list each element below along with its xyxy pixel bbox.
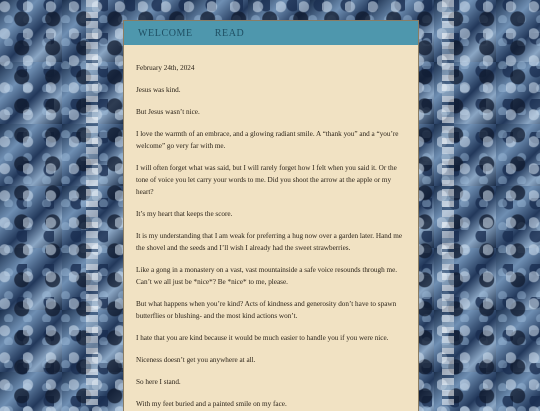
top-nav bbox=[124, 21, 418, 45]
content-card bbox=[124, 21, 418, 411]
paragraph: With my feet buried and a painted smile on my face. bbox=[136, 400, 287, 408]
paragraph: But Jesus wasn’t nice. bbox=[136, 108, 200, 116]
paragraph: Jesus was kind. bbox=[136, 86, 181, 94]
paragraph: I love the warmth of an embrace, and a glowing radiant smile. A “thank you” and a “you’re welcome” go very far with me. bbox=[136, 130, 399, 150]
post-body bbox=[124, 45, 418, 410]
paragraph: But what happens when you’re kind? Acts of kindness and generosity don’t have to spawn butterflies or blushing- and the most kind actions won’t. bbox=[136, 300, 397, 320]
paragraph: So here I stand. bbox=[136, 378, 181, 386]
nav-read-link[interactable]: READ bbox=[214, 27, 245, 39]
paragraph: Niceness doesn’t get you anywhere at all. bbox=[136, 356, 256, 364]
paragraph: It is my understanding that I am weak for preferring a hug now over a garden later. Hand me the shovel and the seeds and I’ll wish I already had the sweet strawberries. bbox=[136, 232, 403, 252]
paragraph: I will often forget what was said, but I will rarely forget how I felt when you said it. Or the tone of voice you let carry your words to me. Did you shoot the arrow at the apple or my heart? bbox=[136, 164, 397, 196]
post-date: February 24th, 2024 bbox=[136, 64, 195, 72]
background-stripe bbox=[86, 0, 98, 405]
paragraph: Like a gong in a monastery on a vast, vast mountainside a safe voice resounds through me. Can’t we all just be *nice*? Be *nice* to me, please. bbox=[136, 266, 398, 286]
paragraph: It’s my heart that keeps the score. bbox=[136, 210, 233, 218]
paragraph: I hate that you are kind because it would be much easier to handle you if you were nice. bbox=[136, 334, 389, 342]
background-stripe bbox=[442, 0, 454, 405]
nav-welcome-link[interactable]: WELCOME bbox=[138, 27, 193, 39]
